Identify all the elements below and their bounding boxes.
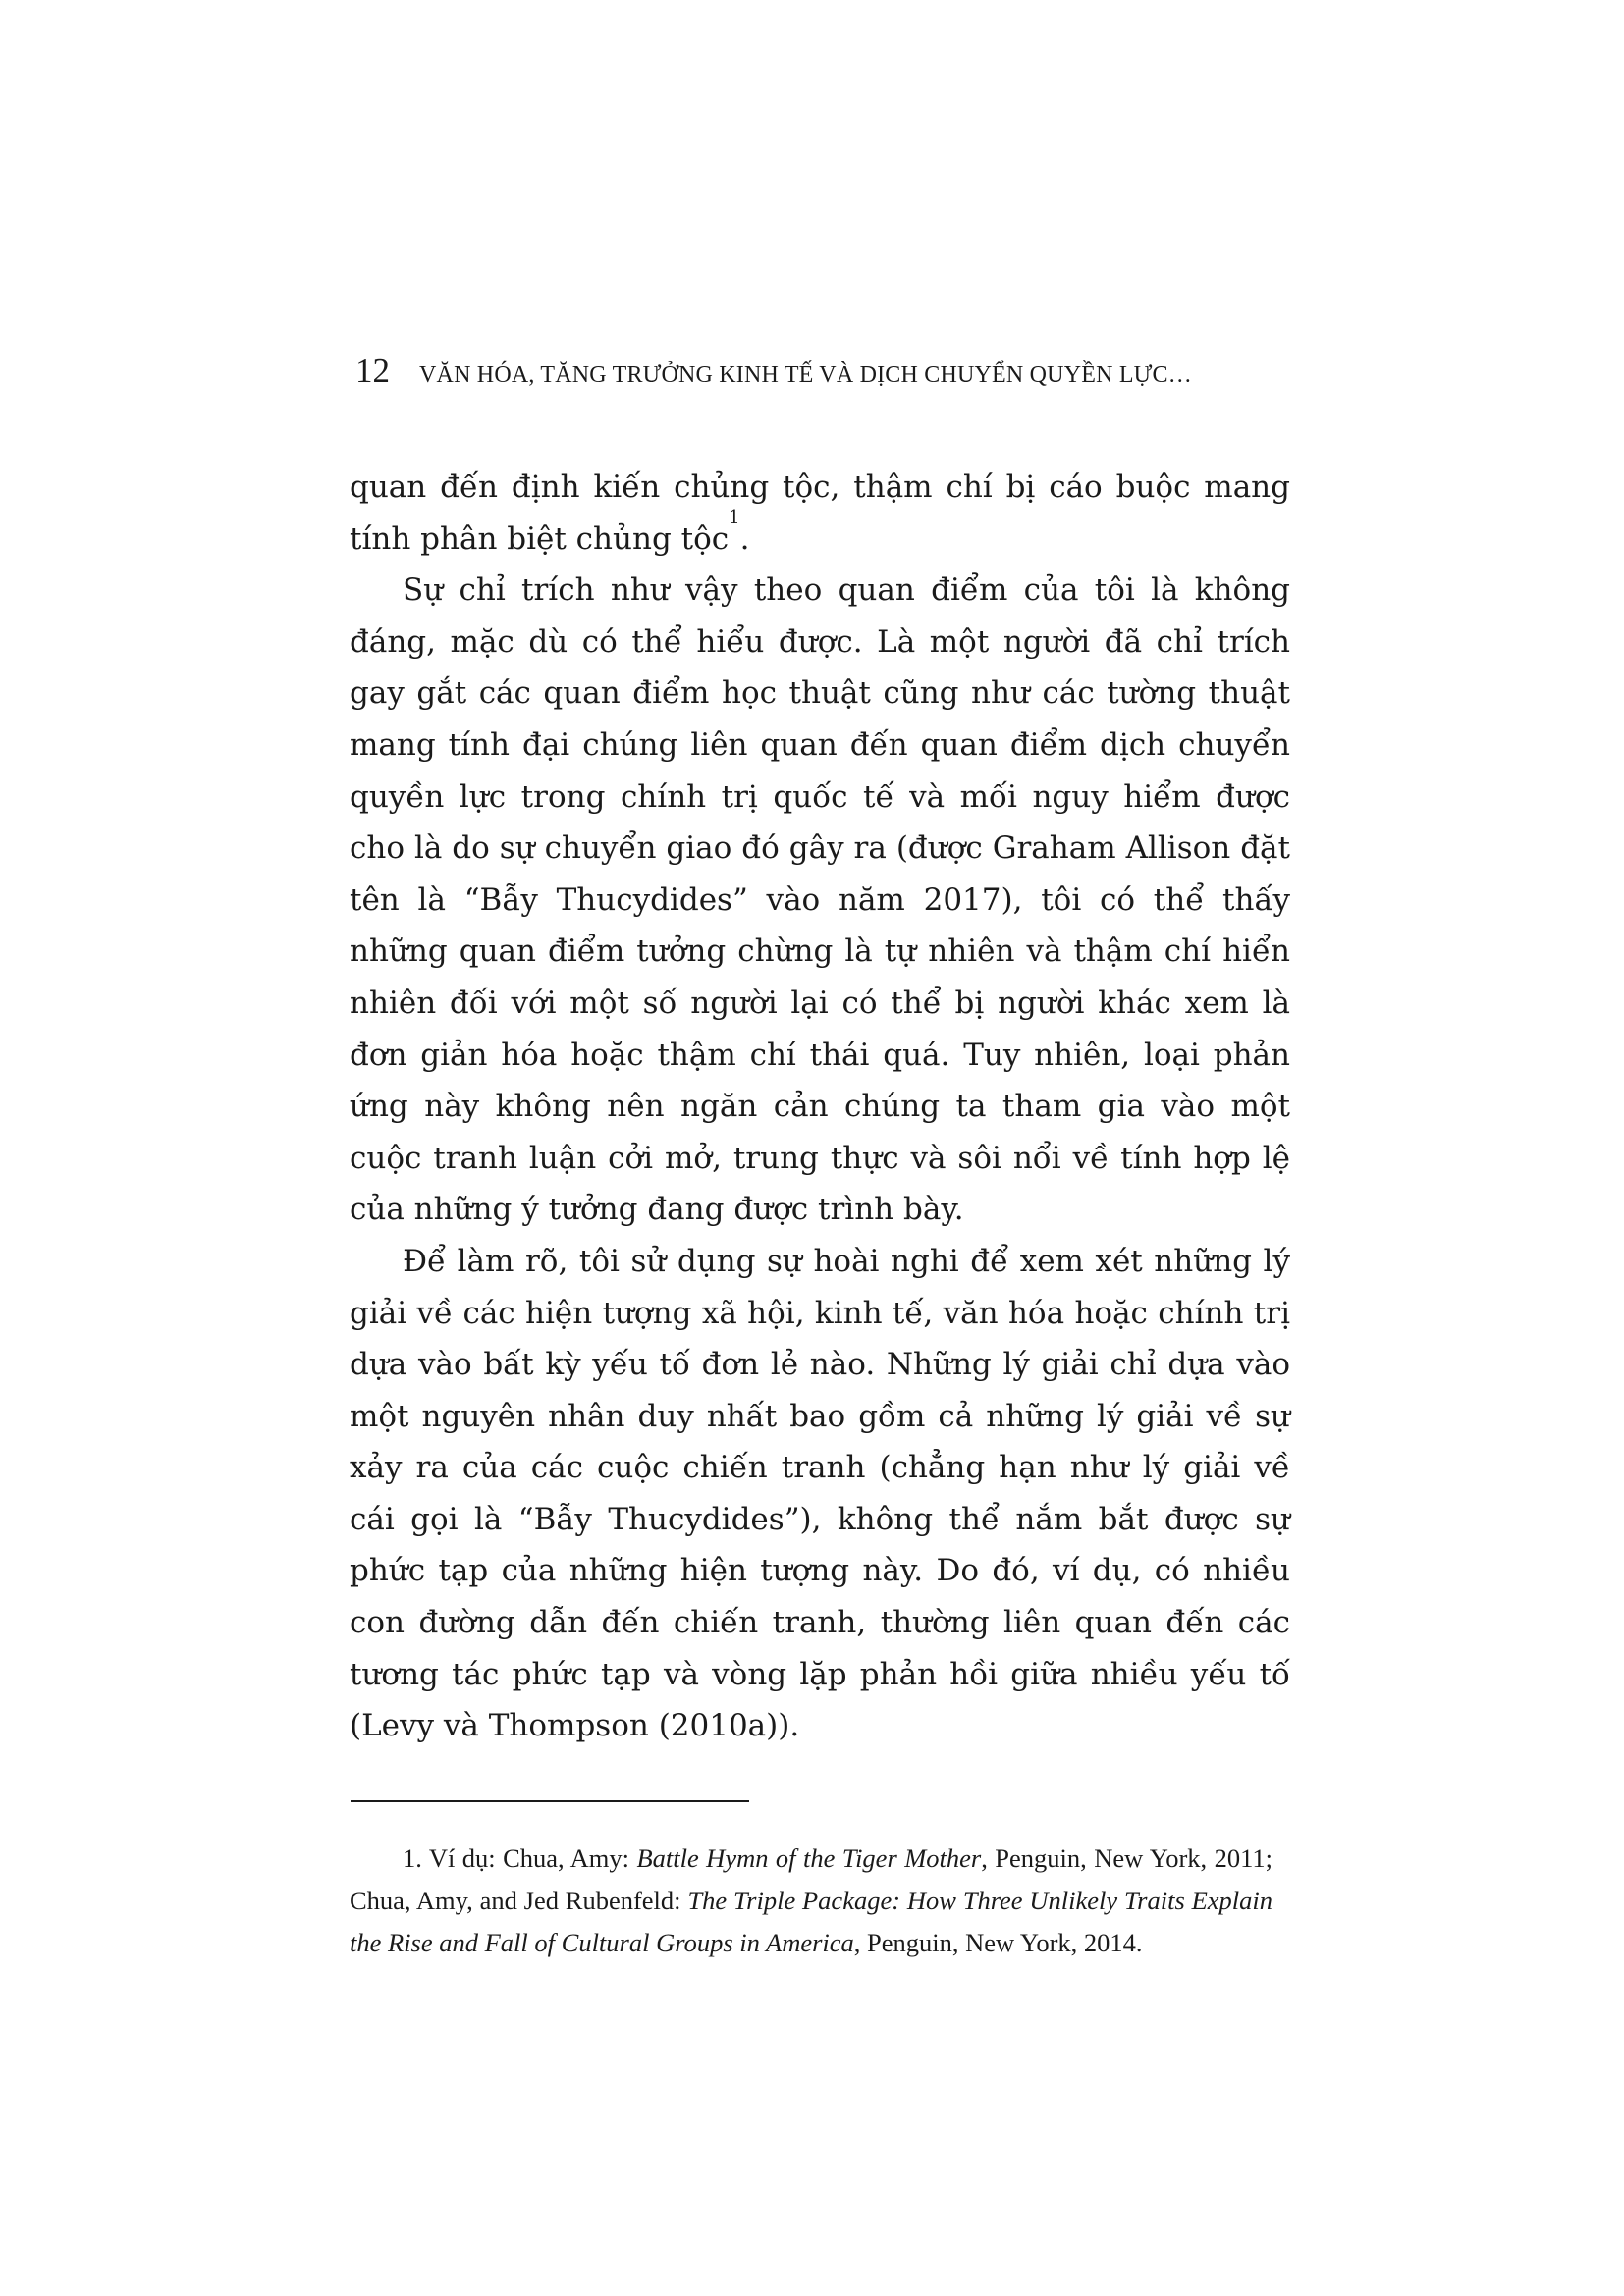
footnote-separator (351, 1800, 749, 1802)
body-text (350, 461, 1290, 1752)
footnote-1-lead: 1. Ví dụ: Chua, Amy: (403, 1843, 637, 1873)
footnotes (350, 1838, 1272, 1964)
paragraph-2: Sự chỉ trích như vậy theo quan điểm của tôi là không đáng, mặc dù có thể hiểu được. Là một người đã chỉ trích gay gắt các quan điểm học thuật cũng như các tường thuật mang tính đại chúng liên quan đến quan điểm dịch chuyển quyền lực trong chính trị quốc tế và mối nguy hiểm được cho là do sự chuyển giao đó gây ra (được Graham Allison đặt tên là “Bẫy Thucydides” vào năm 2017), tôi có thể thấy những quan điểm tưởng chừng là tự nhiên và thậm chí hiển nhiên đối với một số người lại có thể bị người khác xem là đơn giản hóa hoặc thậm chí thái quá. Tuy nhiên, loại phản ứng này không nên ngăn cản chúng ta tham gia vào một cuộc tranh luận cởi mở, trung thực và sôi nổi về tính hợp lệ của những ý tưởng đang được trình bày. (350, 572, 1290, 1228)
footnote-1-tail: , Penguin, New York, 2014. (853, 1928, 1143, 1957)
footnote-marker: 1 (729, 507, 740, 529)
footnote-1-title-1: Battle Hymn of the Tiger Mother (636, 1843, 982, 1873)
paragraph-3: Để làm rõ, tôi sử dụng sự hoài nghi để xem xét những lý giải về các hiện tượng xã hội, kinh tế, văn hóa hoặc chính trị dựa vào bất kỳ yếu tố đơn lẻ nào. Những lý giải chỉ dựa vào một nguyên nhân duy nhất bao gồm cả những lý giải về sự xảy ra của các cuộc chiến tranh (chẳng hạn như lý giải về cái gọi là “Bẫy Thucydides”), không thể nắm bắt được sự phức tạp của những hiện tượng này. Do đó, ví dụ, có nhiều con đường dẫn đến chiến tranh, thường liên quan đến các tương tác phức tạp và vòng lặp phản hồi giữa nhiều yếu tố (Levy và Thompson (2010a)). (350, 1243, 1290, 1744)
running-title: VĂN HÓA, TĂNG TRƯỞNG KINH TẾ VÀ DỊCH CHUYỂN QUYỀN LỰC… (419, 362, 1192, 388)
paragraph-1-end: . (739, 520, 750, 557)
running-header (355, 351, 1337, 391)
paragraph-1 (350, 461, 1290, 564)
footnote-1 (350, 1838, 1272, 1964)
page-number: 12 (355, 351, 390, 390)
paragraph-1-text: quan đến định kiến chủng tộc, thậm chí bị cáo buộc mang tính phân biệt chủng tộc (350, 469, 1290, 557)
footnote-1-mid: , Penguin, New York, 2011; Chua, Amy, and Jed Rubenfeld: (350, 1843, 1272, 1915)
footnote-1-title-2: The Triple Package: How Three Unlikely Traits Explain the Rise and Fall of Cultural Groups in America (350, 1886, 1272, 1957)
